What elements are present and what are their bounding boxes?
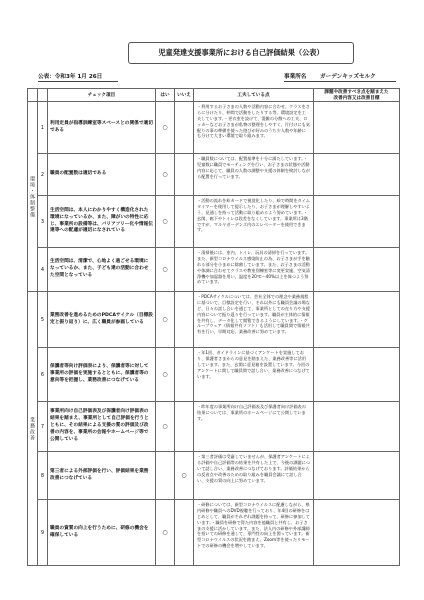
no-mark	[175, 292, 194, 348]
check-item: 生活空間は、本人にわかりやすく構造化された環境になっているか、また、障がいの特性に応じ、事業所の設備等は、バリアフリー化や情報伝達等への配慮が適切になされている	[48, 196, 156, 248]
row-number: 5	[38, 292, 48, 348]
office-label: 事業所名	[284, 74, 307, 80]
row-number: 2	[38, 154, 48, 196]
row-number: 8	[38, 452, 48, 500]
improve-cell	[314, 348, 400, 402]
office-underline	[284, 81, 396, 82]
check-item: 第三者による外部評価を行い、評価結果を業務改善につなげている	[48, 452, 156, 500]
table-row	[28, 292, 400, 348]
no-mark	[175, 154, 194, 196]
effort-text: ・清掃後には、室内、トイレ、玩具の清掃を行っています。また、新型コロナウイルス感染防止の為、お子さまが手を触れる部分を小まめに除菌しています。また、お子さまの活動や体調に合わせてクラスや教室別棟室等に変更実施、空気清浄機や加湿器を用い、温度を20℃〜40%以上を保つよう努めています。	[194, 248, 314, 292]
corner-cell	[38, 89, 48, 102]
yes-mark: ○	[156, 154, 175, 196]
header-improve-line1: 課題や改善すべき点を踏まえた	[324, 90, 389, 95]
row-number: 6	[38, 348, 48, 402]
table-row	[28, 402, 400, 452]
no-mark	[175, 102, 194, 154]
no-mark	[175, 348, 194, 402]
publish-date: 公表：令和3年 1月 26日	[38, 74, 103, 80]
yes-mark	[156, 452, 175, 500]
table-row	[28, 102, 400, 154]
header-yes: はい	[156, 89, 175, 102]
header-improve-line2: 改善内容又は改善目標	[333, 96, 380, 101]
check-item: 職員の資質の向上を行うために、研修の機会を確保している	[48, 500, 156, 566]
no-mark	[175, 500, 194, 566]
table-row	[28, 196, 400, 248]
table-row	[28, 248, 400, 292]
effort-text: ・第三者評価は受審していませんが、保護者アンケートによる評価や自己評価等の結果を共有した上で、今後の課題について話し合い、業務改善につなげております。評価結果からの反省点や改善のための取り組みを職員会議にて話し合い、支援の質の向上に努めています。	[194, 452, 314, 500]
improve-cell	[314, 248, 400, 292]
header-no: いいえ	[175, 89, 194, 102]
improve-cell	[314, 196, 400, 248]
effort-text: ・昨年度の事業所向け自己評価表及び保護者向け評価表の結果については、事業所のホームページにて公開しています。	[194, 402, 314, 452]
corner-cell	[28, 89, 38, 102]
office-name: ガーデンキッズセルク	[320, 74, 376, 80]
no-mark	[175, 196, 194, 248]
header-item: チェック項目	[48, 89, 156, 102]
yes-mark: ○	[156, 196, 175, 248]
effort-text: ・活動の流れを絵カードで視覚化したり、絵で時間をタイムタイマーを使用して提示したり、お子さまが理解しやすいよう、見通しを持って活動に取り組めるよう努めています。・玄関、廊下やトイレは段差をなくしています。事業所は3階ですが、マルヤガーデンズ内のエレベーターを使用できます。	[194, 196, 314, 248]
effort-text: ・研修については、新型コロナウイルスに配慮しながら、県内研修や職員へのDVD視聴を行っており、年4回の研修をはじめとして、職員がそれぞれ課題を持って、研修に参加しています。・職員を研修で得た内容を他職員と共有し、お子さまの支援に活かしています。また、法人内の研修や外部講師を招いての研修を通して、専門性の向上を図っています。新型コロナウイルスの状況を踏まえ、Zoom等を使ったリモートでの研修の機会を増やしています。	[194, 500, 314, 566]
category-business: 業務改善	[28, 292, 38, 566]
improve-cell	[314, 452, 400, 500]
header-row	[28, 89, 400, 102]
table-row	[28, 500, 400, 566]
no-mark	[175, 402, 194, 452]
table-row	[28, 154, 400, 196]
table-row	[28, 452, 400, 500]
no-mark: ○	[175, 452, 194, 500]
row-number: 7	[38, 402, 48, 452]
improve-cell	[314, 500, 400, 566]
effort-text: ・利用するお子さまの人数や活動内容に合わせ、クラスをさらに分けたり、仲間で活動をしたりする等、環境設定を工夫しています。・更衣室を設けて、混雑の分散への工夫、ロッカーなどお子さまが私物の整理をしやすく、片付けにも気配りの事の準備を使った遊びが好みのうち少人数や年齢にも分けて大きい環境で取り組みます。	[194, 102, 314, 154]
row-number: 3	[38, 196, 48, 248]
yes-mark: ○	[156, 248, 175, 292]
effort-text: ・年1回、ガイドラインに基づくアンケートを実施しており、保護者さまからの意見を踏まえた、業務改善等に活用しています。また、玄関に意見箱を設置しています。今回のアンケートに関して職員間で話し合い、業務改善につなげています。	[194, 348, 314, 402]
table-row	[28, 348, 400, 402]
yes-mark: ○	[156, 292, 175, 348]
yes-mark: ○	[156, 348, 175, 402]
check-item: 業務改善を進めるためのPDCAサイクル（目標設定と振り返り）に、広く職員が参画している	[48, 292, 156, 348]
date-underline	[38, 81, 118, 82]
yes-mark: ○	[156, 402, 175, 452]
effort-text: ・PDCAサイクルについては、会社全体での理念や業務規程に基づいて、目標設定を行い、それ以外にも職員会議の場など、日々の話し合いを通じて、事業所としての在り方や支援内容について振り返りを行っています。職員が主体的に情報を共有し、データ化して閲覧できるようにしています。・グループウェア（情報共有ソフト）も活用して職員間で情報共有を行い、早期対応、業務改善に努めています。	[194, 292, 314, 348]
row-number: 1	[38, 102, 48, 154]
row-number: 4	[38, 248, 48, 292]
check-item: 事業所向け自己評価表及び保護者向け評価表の結果を踏まえ、事業所として自己評価を行うとともに、その結果による支援の質の評価及び改善の内容を、事業所の会報やホームページ等で公開している	[48, 402, 156, 452]
evaluation-table	[27, 88, 400, 566]
check-item: 職員の配置数は適切である	[48, 154, 156, 196]
check-item: 保護者等向け評価表により、保護者等に対して事業所の評価を実施するとともに、保護者等の意向等を把握し、業務改善につなげている	[48, 348, 156, 402]
header-improve	[314, 89, 400, 102]
improve-cell	[314, 402, 400, 452]
improve-cell	[314, 292, 400, 348]
improve-cell	[314, 154, 400, 196]
effort-text: ・職員数については、配置基準を十分に満たしています。・児童数に職員でモーティングを行い、お子さまの状態や活動内容に応じて、職員の人数の調整や支援の体制を検討しながら配置を行っています。	[194, 154, 314, 196]
yes-mark: ○	[156, 500, 175, 566]
row-number: 9	[38, 500, 48, 566]
document-title: 児童発達支援事業所における自己評価結果（公表）	[128, 42, 354, 64]
improve-cell	[314, 102, 400, 154]
yes-mark: ○	[156, 102, 175, 154]
category-environment: 環境・体制整備	[28, 102, 38, 292]
check-item: 生活空間は、清潔で、心地よく過ごせる環境になっているか、また、子ども達の活動に合わせた空間となっている	[48, 248, 156, 292]
header-effort: 工夫している点	[194, 89, 314, 102]
no-mark	[175, 248, 194, 292]
check-item: 利用定員が指導訓練室等スペースとの関係で適切である	[48, 102, 156, 154]
